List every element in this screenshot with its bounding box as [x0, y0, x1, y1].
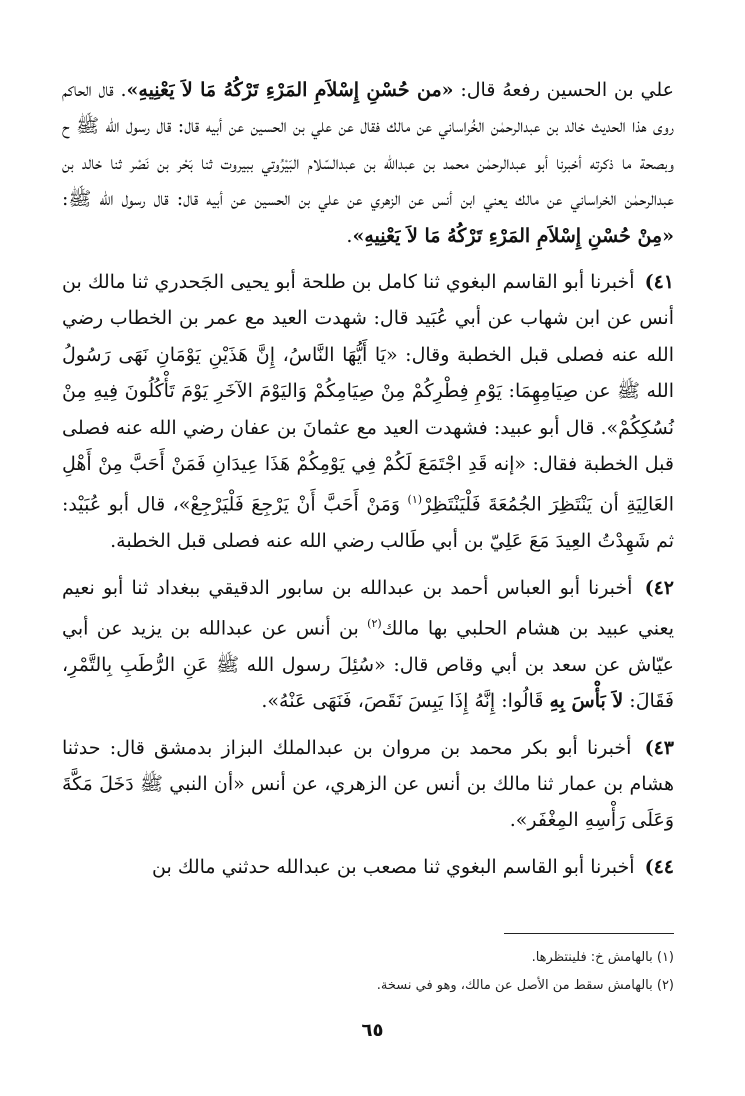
- para-number: ٤٣): [644, 736, 674, 759]
- para-41-text-2: وَمَنْ أَحَبَّ أَنْ يَرْجِعَ فَلْيَرْجِعْ»، قال أبو عُبَيْد: ثم شَهِدْتُ العِيدَ مَعَ عَلِيّ بن أبي طَالب رضي الله عنه فصلى قبل الخطبة.: [62, 493, 674, 553]
- para-43-text: أخبرنا أبو بكر محمد بن مروان بن عبدالملك البزاز بدمشق قال: حدثنا هشام بن عمار ثنا مالك بن أنس عن الزهري، عن أنس «أن النبي ﷺ دَخَلَ مَكَّةَ وَعَلَى رَأْسِهِ المِغْفَر».: [62, 736, 674, 832]
- para-41-text: أخبرنا أبو القاسم البغوي ثنا كامل بن طلحة أبو يحيى الجَحدري ثنا مالك بن أنس عن ابن شهاب عن أبي عُبَيد قال: شهدت العيد مع عمر بن الخطاب رضي الله عنه فصلى قبل الخطبة وقال: «يَا أَيُّهَا النَّاسُ، إِنَّ هَذَيْنِ يَوْمَانِ نَهَى رَسُولُ الله ﷺ عن صِيَامِهِمَا: يَوْمِ فِطْرِكُمْ مِنْ صِيَامِكُمْ وَاليَوْمَ الآخَرِ يَوْمَ تَأْكُلُونَ فِيهِ مِنْ نُسُكِكُمْ». قال أبو عبيد: فشهدت العيد مع عثمانَ بن عفان رضي الله عنه فصلى قبل الخطبة فقال: «إنه قَدِ اجْتَمَعَ لَكُمْ فِي يَوْمِكُمْ هَذَا عِيدَانِ فَمَنْ أَحَبَّ مِنْ أَهْلِ العَالِيَةِ أن يَنْتَظِرَ الجُمُعَةَ فَلْيَنْتَظِرْ: [62, 271, 674, 516]
- paragraph-43: [62, 730, 674, 839]
- paragraph-42: [62, 570, 674, 720]
- page-number: ٦٥: [361, 1020, 384, 1041]
- footnote-ref-2: (٢): [367, 617, 382, 631]
- para-0-text: علي بن الحسين رفعهُ قال:: [453, 79, 674, 101]
- para-0-hadith-2: «مِنْ حُسْنِ إِسْلاَمِ المَرْءِ تَرْكُهُ مَا لاَ يَعْنِيهِ»: [352, 224, 674, 247]
- para-44-text: أخبرنا أبو القاسم البغوي ثنا مصعب بن عبدالله حدثني مالك بن: [152, 855, 641, 878]
- para-0-hadith: «من حُسْنِ إِسْلاَمِ المَرْءِ تَرْكُهُ مَا لاَ يَعْنِيهِ»: [126, 79, 454, 101]
- footnote-ref-1: (١): [407, 493, 423, 507]
- para-42-text: أخبرنا أبو العباس أحمد بن عبدالله بن سابور الدقيقي ببغداد ثنا أبو نعيم يعني عبيد بن هشام الحلبي بها مالك: [62, 576, 674, 640]
- para-42-text-3: قَالُوا: إِنَّهُ إِذَا يَبِسَ نَقَصَ، فَنَهَى عَنْهُ».: [261, 690, 550, 713]
- para-0-text-2: . قال الحاكم روى هذا الحديث خالد بن عبدالرحمٰن الخُراساني عن مالك فقال عن علي بن الحسين عن أبيه قال: قال رسول الله ﷺ ح وبصحة ما ذكرته أخبرنا أبو عبدالرحمٰن محمد بن عبدالله بن عبدالسّلام البَيْرُوتي ببيروت ثنا بَحْر بن نَصْر ثنا خالد بن عبدالرحمٰن الخراساني عن مالك يعني ابن أنس عن الزهري عن علي بن الحسين عن أبيه قال: قال رسول الله ﷺ:: [62, 79, 674, 211]
- footnote-2: (٢) بالهامش سقط من الأصل عن مالك، وهو في نسخة.: [376, 978, 674, 993]
- footnotes: [360, 933, 674, 942]
- paragraph-44: [62, 849, 674, 885]
- para-42-text-2: بن أنس عن عبدالله بن يزيد عن أبي عيّاش عن سعد بن أبي وقاص قال: «سُئِلَ رسول الله ﷺ عَنِ الرُّطَبِ بِالتَّمْرِ، فَقَالَ:: [62, 617, 674, 713]
- para-42-bold: لاَ بَأْسَ بِهِ: [549, 690, 624, 713]
- para-number: ٤٤): [644, 855, 674, 878]
- paragraph-intro: [62, 72, 674, 254]
- para-number: ٤٢): [644, 576, 674, 599]
- para-number: ٤١): [644, 271, 674, 294]
- paragraph-41: [62, 264, 674, 560]
- footnote-divider: [504, 933, 674, 934]
- para-0-text-3: .: [346, 224, 353, 247]
- footnote-1: (١) بالهامش خ: فلينتظرها.: [531, 950, 674, 965]
- page-body: [62, 72, 674, 895]
